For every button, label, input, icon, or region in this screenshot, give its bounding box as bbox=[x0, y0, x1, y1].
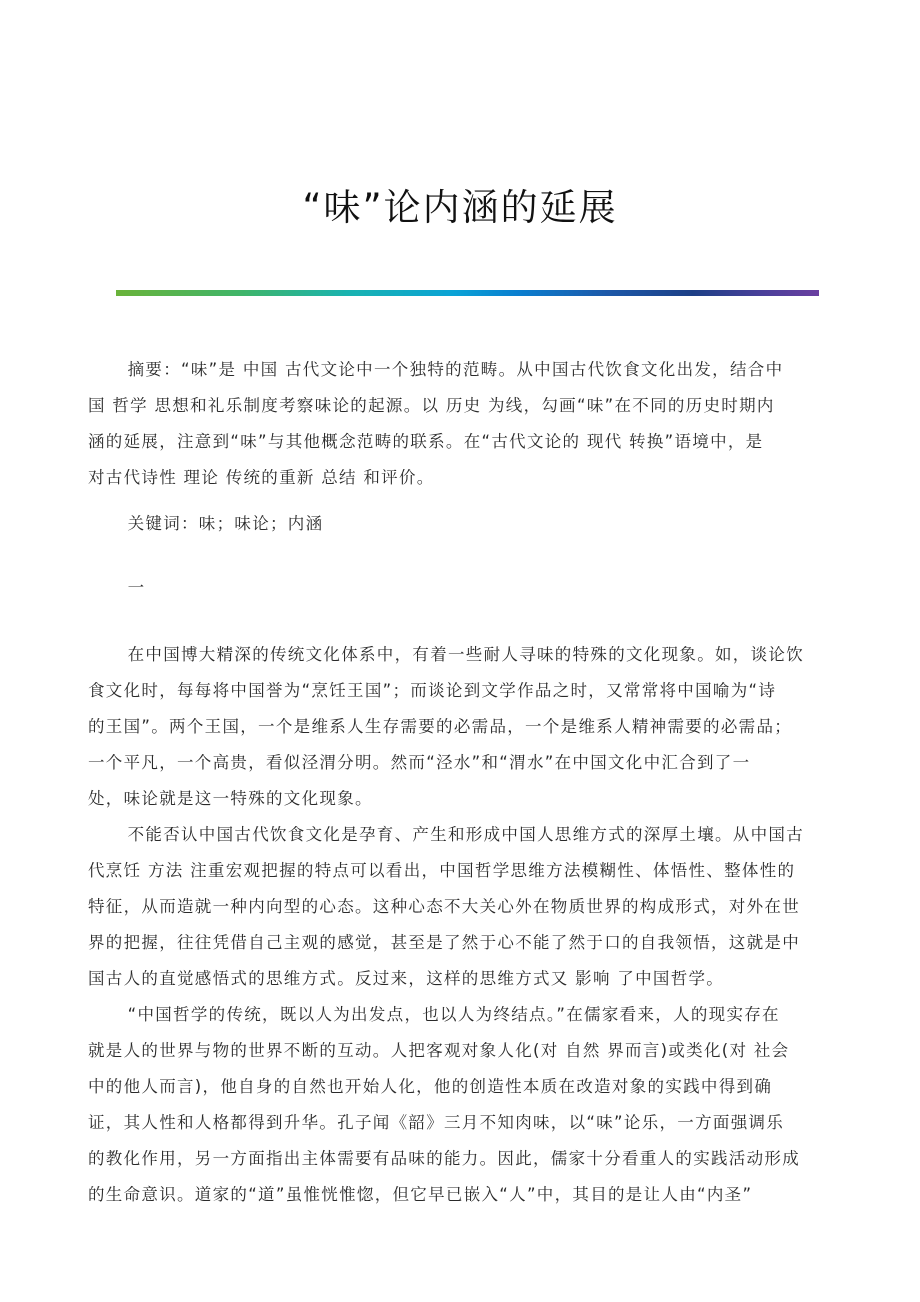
section-number: 一 bbox=[127, 578, 146, 597]
paragraph-line: 中的他人而言)，他自身的自然也开始人化，他的创造性本质在改造对象的实践中得到确 bbox=[88, 1077, 773, 1096]
document-title: “味”论内涵的延展 bbox=[302, 186, 618, 229]
abstract-line: 涵的延展，注意到“味”与其他概念范畴的联系。在“古代文论的 现代 转换”语境中，是 bbox=[88, 432, 764, 451]
paragraph-line: 国古人的直觉感悟式的思维方式。反过来，这样的思维方式又 影响 了中国哲学。 bbox=[88, 969, 725, 988]
paragraph-2 bbox=[88, 817, 832, 997]
paragraph-line: 界的把握，往往凭借自己主观的感觉，甚至是了然于心不能了然于口的自我领悟，这就是中 bbox=[88, 933, 800, 952]
main-body bbox=[88, 637, 832, 1213]
paragraph-line: 的王国”。两个王国，一个是维系人生存需要的必需品，一个是维系人精神需要的必需品； bbox=[88, 717, 793, 736]
section-heading bbox=[88, 570, 832, 606]
paragraph-line: 一个平凡，一个高贵，看似泾渭分明。然而“泾水”和“渭水”在中国文化中汇合到了一 bbox=[88, 753, 751, 772]
abstract-line: 摘要：“味”是 中国 古代文论中一个独特的范畴。从中国古代饮食文化出发，结合中 bbox=[127, 360, 784, 379]
paragraph-line: 的生命意识。道家的“道”虽惟恍惟惚，但它早已嵌入“人”中，其目的是让人由“内圣” bbox=[88, 1185, 753, 1204]
paragraph-3 bbox=[88, 997, 832, 1213]
paragraph-line: 就是人的世界与物的世界不断的互动。人把客观对象人化(对 自然 界而言)或类化(对 社会 bbox=[88, 1041, 790, 1060]
paragraph-line: 在中国博大精深的传统文化体系中，有着一些耐人寻味的特殊的文化现象。如，谈论饮 bbox=[127, 645, 804, 664]
paragraph-line: 的教化作用，另一方面指出主体需要有品味的能力。因此，儒家十分看重人的实践活动形成 bbox=[88, 1149, 800, 1168]
keywords-text: 关键词：味；味论；内涵 bbox=[127, 514, 324, 533]
abstract bbox=[88, 352, 832, 496]
abstract-line: 对古代诗性 理论 传统的重新 总结 和评价。 bbox=[88, 468, 435, 487]
abstract-line: 国 哲学 思想和礼乐制度考察味论的起源。以 历史 为线，勾画“味”在不同的历史时期内 bbox=[88, 396, 775, 415]
paragraph-line: 代烹饪 方法 注重宏观把握的特点可以看出，中国哲学思维方法模糊性、体悟性、整体性的 bbox=[88, 861, 796, 880]
paragraph-line: 特征，从而造就一种内向型的心态。这种心态不大关心外在物质世界的构成形式，对外在世 bbox=[88, 897, 800, 916]
paragraph-line: “中国哲学的传统，既以人为出发点，也以人为终结点。”在儒家看来，人的现实存在 bbox=[127, 1005, 780, 1024]
paragraph-line: 处，味论就是这一特殊的文化现象。 bbox=[88, 789, 373, 808]
paragraph-line: 食文化时，每每将中国誉为“烹饪王国”；而谈论到文学作品之时，又常常将中国喻为“诗 bbox=[88, 681, 777, 700]
paragraph-1 bbox=[88, 637, 832, 817]
paragraph-line: 不能否认中国古代饮食文化是孕育、产生和形成中国人思维方式的深厚土壤。从中国古 bbox=[127, 825, 804, 844]
paragraph-line: 证，其人性和人格都得到升华。孔子闻《韶》三月不知肉味，以“味”论乐，一方面强调乐 bbox=[88, 1113, 785, 1132]
keywords bbox=[88, 506, 832, 542]
gradient-divider bbox=[116, 290, 819, 296]
